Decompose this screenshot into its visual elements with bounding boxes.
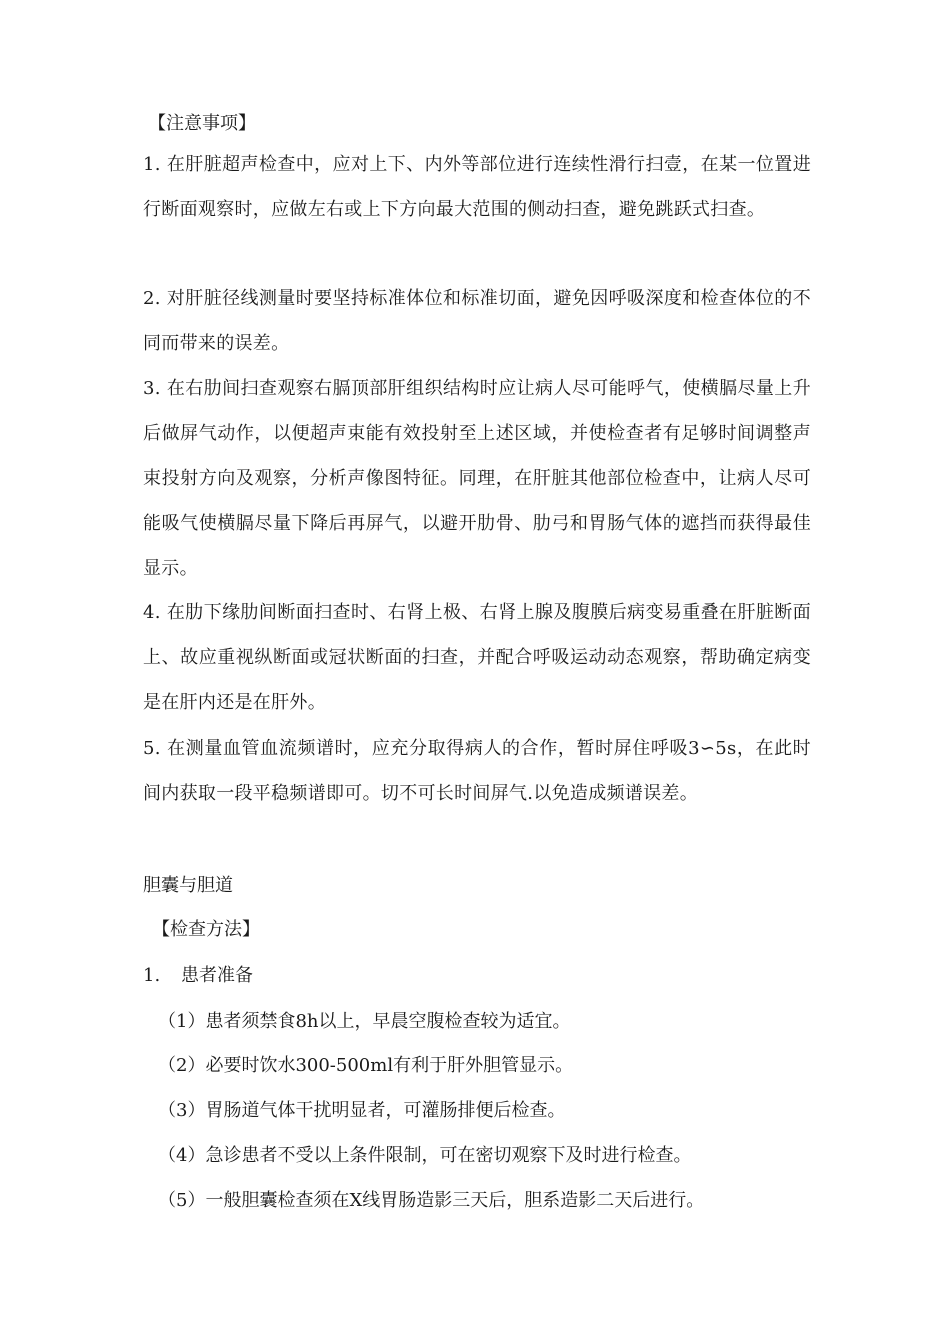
method-heading: 【检查方法】 (152, 919, 260, 940)
notes-heading: 【注意事项】 (148, 113, 256, 134)
notes-item-5: 5. 在测量血管血流频谱时，应充分取得病人的合作，暂时屏住呼吸3∽5s，在此时间内获取一段平稳频谱即可。切不可长时间屏气.以免造成频谱误差。 (143, 738, 811, 804)
notes-item-4: 4. 在肋下缘肋间断面扫查时、右肾上极、右肾上腺及腹膜后病变易重叠在肝脏断面上、故应重视纵断面或冠状断面的扫查，并配合呼吸运动动态观察，帮助确定病变是在肝内还是在肝外。 (143, 602, 811, 713)
prep-subitem-2: （2）必要时饮水300-500ml有利于肝外胆管显示。 (158, 1055, 574, 1076)
notes-item-1: 1. 在肝脏超声检查中，应对上下、内外等部位进行连续性滑行扫壹，在某一位置进行断面观察时，应做左右或上下方向最大范围的侧动扫查，避免跳跃式扫查。 (143, 154, 811, 220)
prep-item-label: 患者准备 (181, 965, 253, 986)
prep-item-number: 1. (143, 965, 161, 986)
prep-subitem-3: （3）胃肠道气体干扰明显者，可灌肠排便后检查。 (158, 1100, 566, 1121)
notes-item-3: 3. 在右肋间扫查观察右膈顶部肝组织结构时应让病人尽可能呼气，使横膈尽量上升后做屏气动作，以便超声束能有效投射至上述区域，并使检查者有足够时间调整声束投射方向及观察，分析声像图特征。同理，在肝脏其他部位检查中，让病人尽可能吸气使横膈尽量下降后再屏气，以避开肋骨、肋弓和胃肠气体的遮挡而获得最佳显示。 (143, 378, 811, 579)
notes-item-2: 2. 对肝脏径线测量时要坚持标准体位和标准切面，避免因呼吸深度和检查体位的不同而带来的误差。 (143, 288, 811, 354)
section-title: 胆囊与胆道 (143, 875, 233, 896)
prep-subitem-1: （1）患者须禁食8h以上，早晨空腹检查较为适宜。 (158, 1011, 571, 1032)
prep-subitem-4: （4）急诊患者不受以上条件限制，可在密切观察下及时进行检查。 (158, 1145, 692, 1166)
prep-subitem-5: （5）一般胆囊检查须在X线胃肠造影三天后，胆系造影二天后进行。 (158, 1190, 705, 1211)
prep-item (143, 962, 253, 990)
